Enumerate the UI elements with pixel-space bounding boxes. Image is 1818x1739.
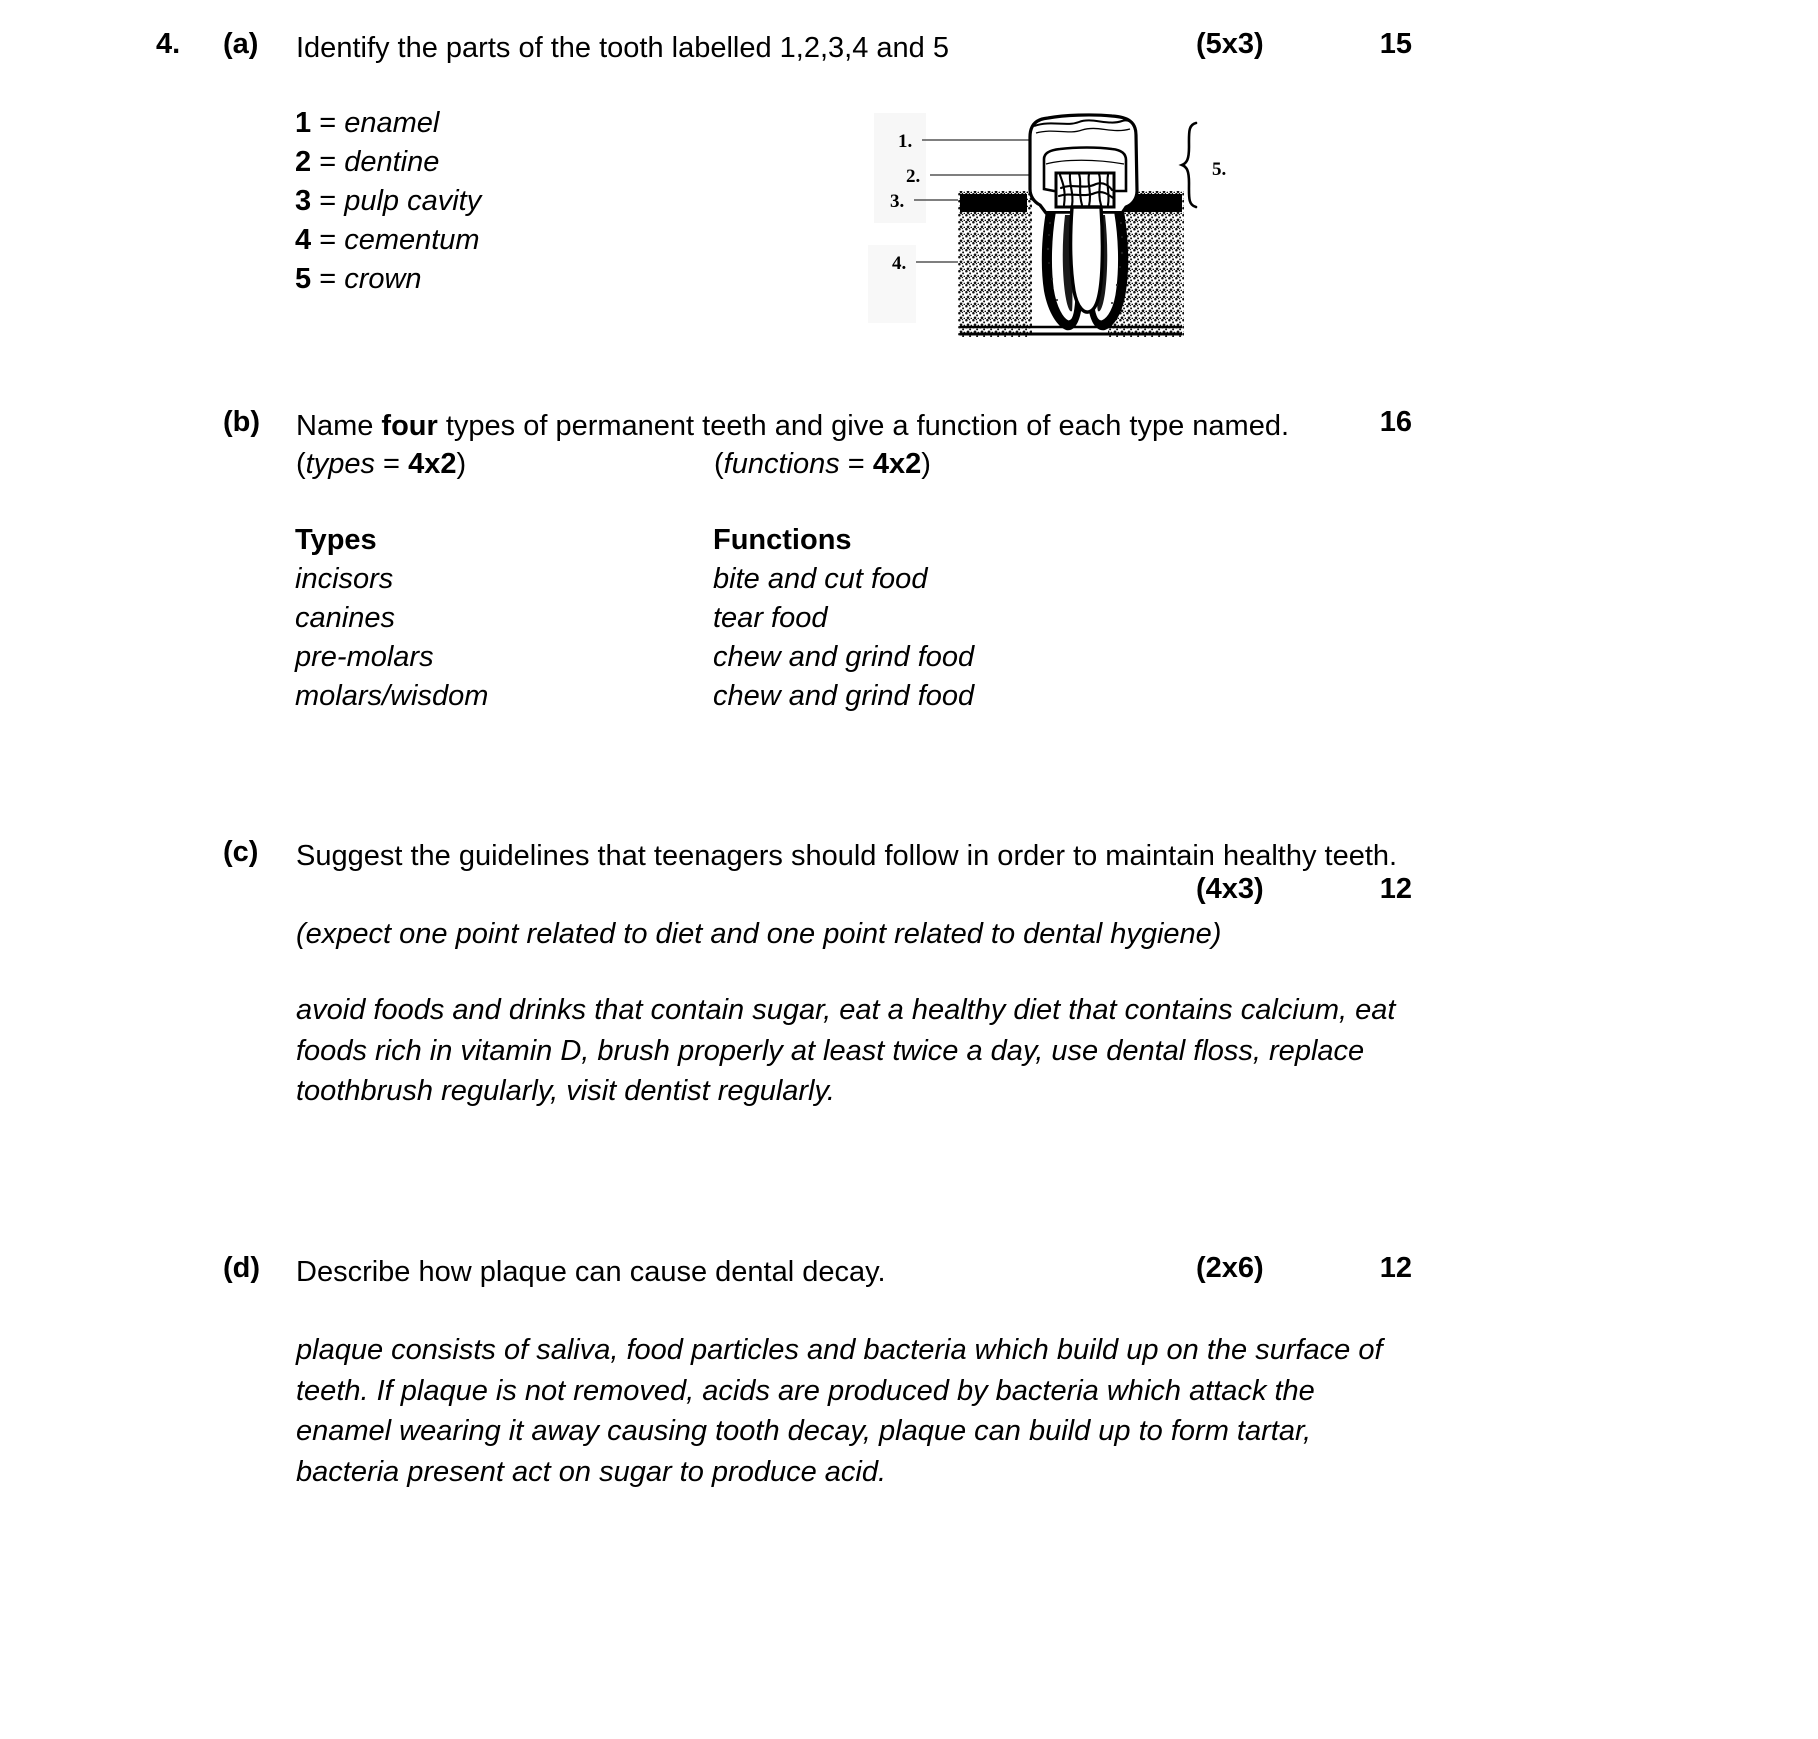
cell-function: tear food [713, 602, 828, 634]
tooth-part-value: enamel [344, 107, 440, 139]
tooth-parts-answer-list [295, 104, 481, 299]
part-c-marks-total: 12 [1379, 873, 1412, 905]
part-b-text-bold: four [381, 410, 438, 442]
svg-text:5.: 5. [1212, 159, 1227, 180]
tooth-cross-section-diagram [860, 95, 1280, 340]
part-label-d: (d) [223, 1252, 261, 1284]
tooth-part-item [295, 260, 481, 299]
part-b-types-note [296, 446, 466, 483]
tooth-part-value: crown [344, 263, 422, 295]
cell-function: chew and grind food [713, 641, 975, 673]
part-c-hint-text: (expect one point related to diet and one point related to dental hygiene) [296, 918, 1222, 950]
functions-note-value: 4x2 [872, 448, 922, 480]
types-note-value: 4x2 [408, 448, 457, 480]
tooth-part-item [295, 143, 481, 182]
types-note-equals: = [375, 448, 409, 480]
tooth-part-item [295, 182, 481, 221]
functions-note-word: functions [723, 448, 840, 480]
part-d-marks-calc: (2x6) [1196, 1252, 1264, 1284]
svg-text:4.: 4. [892, 253, 907, 274]
tooth-part-equals: = [311, 146, 345, 178]
part-a-marks-calc: (5x3) [1196, 28, 1264, 60]
tooth-part-equals: = [311, 263, 345, 295]
functions-note-close: ) [921, 448, 931, 480]
types-note-close: ) [456, 448, 467, 480]
part-b-question-text [296, 408, 1289, 445]
svg-text:2.: 2. [906, 166, 921, 187]
part-b-text-after: types of permanent teeth and give a function of each type named. [437, 410, 1290, 442]
part-c-answer-text: avoid foods and drinks that contain sugar, eat a healthy diet that contains calcium, eat foods rich in vitamin D, brush properly at least twice a day, use dental floss, replace toothbrush regularly, visit dentist regularly. [296, 994, 1396, 1108]
part-d-question-text: Describe how plaque can cause dental decay. [296, 1256, 886, 1288]
cell-type: molars/wisdom [295, 680, 489, 712]
part-b-marks-total: 16 [1379, 406, 1412, 438]
tooth-part-index: 5 [295, 263, 312, 295]
tooth-part-index: 2 [295, 146, 312, 178]
tooth-part-equals: = [311, 107, 345, 139]
cell-type: canines [295, 602, 395, 634]
part-b-text-before: Name [296, 410, 382, 442]
types-note-word: types [305, 448, 375, 480]
cell-type: incisors [295, 563, 394, 595]
part-d-answer-text: plaque consists of saliva, food particles and bacteria which build up on the surface of teeth. If plaque is not removed, acids are produced by bacteria which attack the enamel wearing it away causing tooth decay, plaque can build up to form tartar, bacteria present act on sugar to produce acid. [296, 1334, 1383, 1488]
column-header-functions: Functions [713, 524, 852, 556]
svg-text:3.: 3. [890, 191, 905, 212]
part-a-question-text: Identify the parts of the tooth labelled 1,2,3,4 and 5 [296, 32, 949, 64]
functions-note-equals: = [839, 448, 873, 480]
types-note-open: ( [296, 448, 306, 480]
cell-function: bite and cut food [713, 563, 928, 595]
part-label-c: (c) [223, 836, 259, 868]
svg-text:1.: 1. [898, 131, 913, 152]
cell-type: pre-molars [295, 641, 434, 673]
tooth-part-index: 4 [295, 224, 312, 256]
part-b-functions-note [714, 446, 931, 483]
part-label-b: (b) [223, 406, 261, 438]
functions-note-open: ( [714, 448, 724, 480]
tooth-part-index: 1 [295, 107, 312, 139]
cell-function: chew and grind food [713, 680, 975, 712]
part-c-marks-calc: (4x3) [1196, 873, 1264, 905]
part-a-marks-total: 15 [1379, 28, 1412, 60]
part-label-a: (a) [223, 28, 259, 60]
question-number: 4. [156, 28, 181, 60]
tooth-part-item [295, 104, 481, 143]
tooth-part-value: dentine [344, 146, 440, 178]
tooth-part-value: cementum [344, 224, 480, 256]
part-c-question-text: Suggest the guidelines that teenagers should follow in order to maintain healthy teeth. [296, 840, 1398, 872]
tooth-part-equals: = [311, 185, 345, 217]
tooth-part-equals: = [311, 224, 345, 256]
column-header-types: Types [295, 524, 377, 556]
tooth-part-item [295, 221, 481, 260]
part-d-marks-total: 12 [1379, 1252, 1412, 1284]
tooth-part-value: pulp cavity [344, 185, 482, 217]
tooth-part-index: 3 [295, 185, 312, 217]
